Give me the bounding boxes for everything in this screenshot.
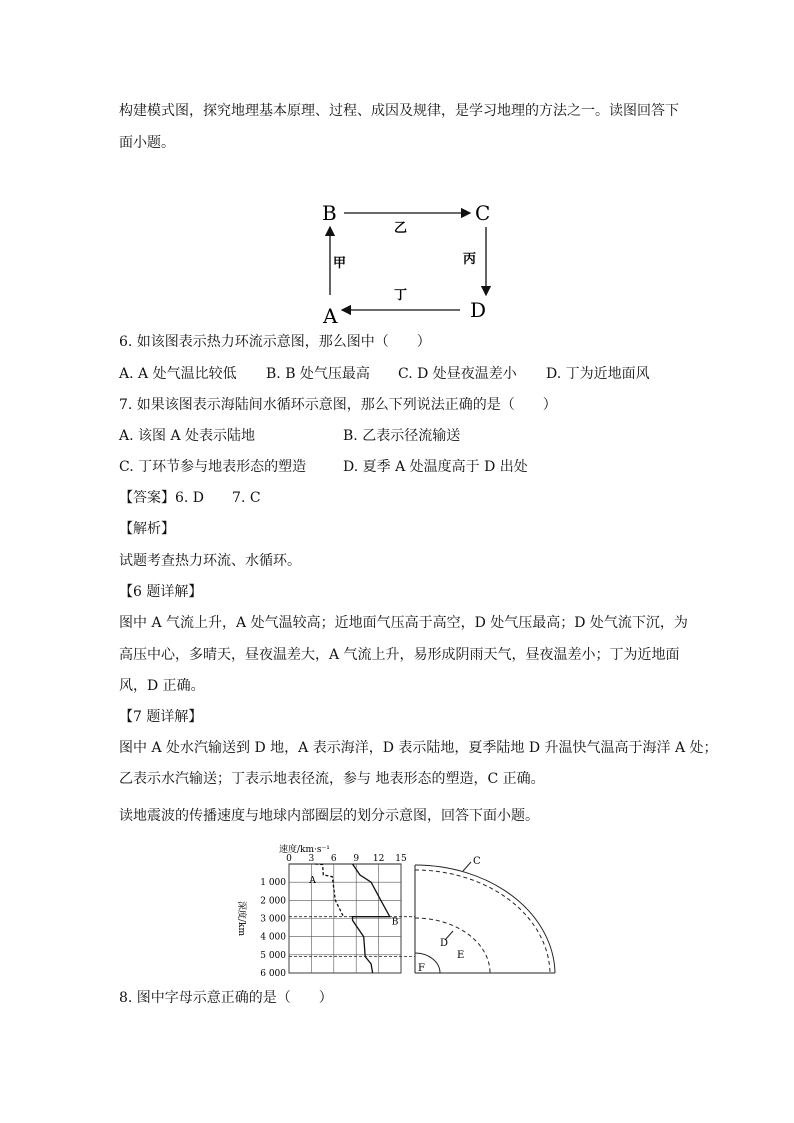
analysis-label: 【解析】 <box>119 521 175 537</box>
crust-dashed-boundary <box>415 870 550 973</box>
series-label-A: A <box>309 875 316 886</box>
answer-label: 【答案】 <box>119 490 175 506</box>
label-E: E <box>457 950 465 961</box>
y-tick-label: 3 000 <box>260 914 286 925</box>
earth-layers-section <box>415 862 555 973</box>
label-D: D <box>440 938 449 949</box>
series-A-curve <box>315 864 343 917</box>
intro-line-2: 面小题。 <box>119 135 175 151</box>
cycle-diagram <box>310 195 510 325</box>
node-C: C <box>475 201 491 225</box>
edge-label-bing: 丙 <box>463 252 477 267</box>
edge-label-yi: 乙 <box>394 221 408 236</box>
y-axis-label: 深度/km <box>236 900 246 937</box>
c-leader-line <box>463 862 471 871</box>
answer-text: 6. D 7. C <box>175 490 261 506</box>
core-mantle-dashed-boundary <box>415 918 490 973</box>
answer-line <box>119 488 674 508</box>
detail6-line-2: 高压中心，多晴天，昼夜温差大，A 气流上升，易形成阴雨天气，昼夜温差小；丁为近地面 <box>119 647 680 663</box>
y-tick-label: 6 000 <box>260 969 286 979</box>
detail6-label: 【6 题详解】 <box>119 584 203 600</box>
detail7-line-1: 图中 A 处水汽输送到 D 地，A 表示海洋，D 表示陆地，夏季陆地 D 升温快气温高于海洋 A 处； <box>119 740 718 756</box>
x-tick-label: 15 <box>395 854 407 864</box>
x-tick-label: 0 <box>286 854 292 864</box>
q7-option-b: B. 乙表示径流输送 <box>343 428 461 444</box>
intro2-line: 读地震波的传播速度与地球内部圈层的划分示意图，回答下面小题。 <box>119 808 539 824</box>
y-tick-label: 1 000 <box>260 878 286 889</box>
x-tick-label: 9 <box>353 854 360 864</box>
detail7-line-2: 乙表示水汽输送；丁表示地表径流，参与 地表形态的塑造，C 正确。 <box>119 771 545 787</box>
q6-option-a: A. A 处气温比较低 <box>119 366 237 382</box>
earth-outer-boundary <box>415 865 555 973</box>
x-tick-label: 3 <box>308 854 315 864</box>
node-B: B <box>322 201 337 225</box>
seismic-wave-figure <box>225 840 565 980</box>
y-tick-label: 5 000 <box>260 950 286 961</box>
y-tick-label: 4 000 <box>260 932 286 943</box>
analysis-text: 试题考查热力环流、水循环。 <box>119 553 301 569</box>
node-A: A <box>323 304 338 325</box>
q7-option-c: C. 丁环节参与地表形态的塑造 <box>119 459 307 475</box>
q8-stem: 8. 图中字母示意正确的是（ ） <box>119 990 333 1006</box>
detail6-line-1: 图中 A 气流上升，A 处气温较高；近地面气压高于高空，D 处气压最高；D 处气流下沉，为 <box>119 615 688 631</box>
q7-option-a: A. 该图 A 处表示陆地 <box>119 428 256 444</box>
y-tick-label: 2 000 <box>260 896 286 907</box>
q6-option-c: C. D 处昼夜温差小 <box>398 366 517 382</box>
detail6-line-3: 风，D 正确。 <box>119 678 205 694</box>
x-tick-label: 6 <box>330 854 337 864</box>
detail7-label: 【7 题详解】 <box>119 709 203 725</box>
q7-stem: 7. 如果该图表示海陆间水循环示意图，那么下列说法正确的是（ ） <box>119 397 557 413</box>
series-label-B: B <box>391 917 399 928</box>
q6-option-d: D. 丁为近地面风 <box>546 366 650 382</box>
q6-option-b: B. B 处气压最高 <box>266 366 370 382</box>
x-tick-label: 12 <box>372 854 385 864</box>
intro-line-1: 构建模式图，探究地理基本原理、过程、成因及规律，是学习地理的方法之一。读图回答下 <box>119 103 679 119</box>
x-axis-label: 速度/km·s⁻¹ <box>279 845 330 855</box>
edge-label-ding: 丁 <box>394 288 408 303</box>
label-F: F <box>418 963 425 974</box>
q7-option-d: D. 夏季 A 处温度高于 D 出处 <box>343 459 528 475</box>
label-C: C <box>473 856 481 867</box>
edge-label-jia: 甲 <box>333 256 347 271</box>
node-D: D <box>470 298 487 322</box>
q6-stem: 6. 如该图表示热力环流示意图，那么图中（ ） <box>119 334 431 350</box>
